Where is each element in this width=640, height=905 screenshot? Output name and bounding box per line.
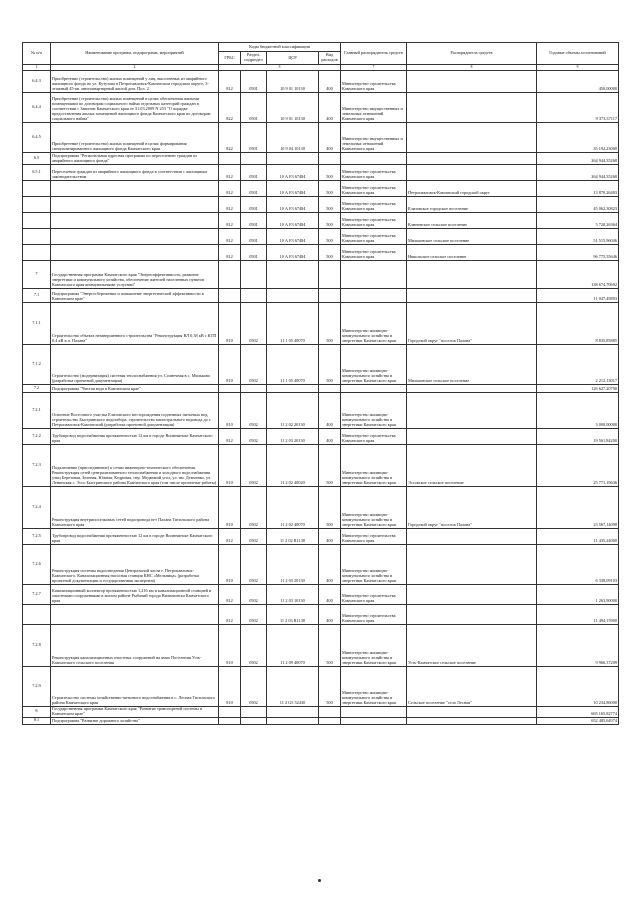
row-csr: 11 2 03 R1130 — [267, 605, 319, 625]
row-vr — [319, 717, 341, 724]
row-amount: 96 775,55646 — [537, 245, 619, 261]
row-distributor — [341, 385, 407, 393]
row-name: Реконструкция канализационных очистных сооружений на ямах Поселения Усть-Камчатского сельского поселения — [51, 625, 219, 667]
row-name: Государственная программа Камчатского края "Энергоэффективность, развитие энергетики и коммунального хозяйства, обеспечение жителей населенных пунктов Камчатского края коммунальными услугами" — [51, 261, 219, 289]
row-recipient — [407, 545, 537, 585]
row-num: 8 — [23, 707, 51, 718]
table-row — [23, 213, 619, 229]
row-vr — [319, 385, 341, 393]
row-razdel: 0502 — [241, 625, 267, 667]
row-amount: 35 192,23000 — [537, 123, 619, 153]
row-num: 7.2.9 — [23, 667, 51, 707]
header-codes-group: Коды бюджетной классификации — [219, 43, 341, 52]
row-csr: 10 9 01 10130 — [267, 71, 319, 93]
row-amount: 11 435,24000 — [537, 529, 619, 545]
row-recipient: Мильковское сельское поселение — [407, 229, 537, 245]
row-name: Канализационный коллектор протяженностью 1,216 км и канализационной станцией и очистными сооружениями в жилом районе Рыбачий города Вилючинска Камчатского края — [51, 585, 219, 605]
row-csr: 11 2 03 20130 — [267, 545, 319, 585]
row-name: Реконструкция системы водоотведения Центральной части г. Петропавловск-Камчатского. Канализационная насосная станция КНС «Мельница» (разработка проектной документации и государственная экспертиза) — [51, 545, 219, 585]
row-grbs: 822 — [219, 123, 241, 153]
table-header — [23, 43, 619, 71]
row-csr: 11 2 G5 52430 — [267, 667, 319, 707]
row-csr: 10 А F3 67484 — [267, 245, 319, 261]
row-csr: 11 2 02 20130 — [267, 393, 319, 429]
row-distributor: Министерство строительства Камчатского края — [341, 585, 407, 605]
row-recipient — [407, 393, 537, 429]
col-number: 8 — [407, 65, 537, 71]
col-number: 7 — [341, 65, 407, 71]
row-grbs: 810 — [219, 445, 241, 487]
row-grbs — [219, 717, 241, 724]
col-number: 3 — [219, 65, 341, 71]
row-amount: 10 234,86000 — [537, 667, 619, 707]
row-grbs: 812 — [219, 213, 241, 229]
row-vr: 500 — [319, 245, 341, 261]
row-vr: 400 — [319, 585, 341, 605]
table-body — [23, 71, 619, 725]
row-razdel — [241, 385, 267, 393]
row-amount: 51 515,96046 — [537, 229, 619, 245]
row-recipient — [407, 153, 537, 165]
row-num — [23, 181, 51, 197]
table-row — [23, 667, 619, 707]
row-amount: 8 835,85885 — [537, 303, 619, 345]
table-row — [23, 445, 619, 487]
row-num: 6.5 — [23, 153, 51, 165]
table-row — [23, 229, 619, 245]
table-row — [23, 93, 619, 123]
table-row — [23, 197, 619, 213]
header-name: Наименование программ, подпрограмм, мероприятий — [51, 43, 219, 65]
row-distributor: Министерство имущественных и земельных отношений Камчатского края — [341, 123, 407, 153]
row-recipient: Никольское сельское поселение — [407, 245, 537, 261]
budget-table-sheet — [22, 42, 618, 725]
row-csr: 10 А F3 67484 — [267, 213, 319, 229]
row-distributor: Министерство строительства Камчатского края — [341, 197, 407, 213]
row-name: Строительство (модернизация) системы теплоснабжения ул. Солнечная в с. Мильково (разработка проектной документации) — [51, 345, 219, 385]
row-amount: 665 165,82774 — [537, 707, 619, 718]
row-distributor: Министерство строительства Камчатского края — [341, 213, 407, 229]
row-vr: 400 — [319, 393, 341, 429]
row-razdel: 0501 — [241, 245, 267, 261]
row-vr: 500 — [319, 487, 341, 529]
row-num: 7.2.5 — [23, 529, 51, 545]
row-vr: 500 — [319, 625, 341, 667]
header-amount: Годовые объемы ассигнований — [537, 43, 619, 65]
row-vr: 500 — [319, 229, 341, 245]
header-num: № п/п — [23, 43, 51, 65]
row-amount: 1 263,90000 — [537, 585, 619, 605]
row-recipient — [407, 261, 537, 289]
row-grbs — [219, 385, 241, 393]
row-num: 7.1.1 — [23, 303, 51, 345]
row-csr: 11 2 09 40070 — [267, 625, 319, 667]
row-name — [51, 181, 219, 197]
row-razdel: 0502 — [241, 345, 267, 385]
row-vr: 400 — [319, 93, 341, 123]
row-csr: 10 А F3 67484 — [267, 181, 319, 197]
row-csr: 10 А F3 67484 — [267, 229, 319, 245]
row-recipient: Петропавловск-Камчатский городской округ — [407, 181, 537, 197]
row-grbs: 810 — [219, 487, 241, 529]
col-number: 9 — [537, 65, 619, 71]
row-recipient — [407, 585, 537, 605]
row-csr: 11 2 03 20130 — [267, 429, 319, 445]
row-num: 7.2.7 — [23, 585, 51, 605]
row-name — [51, 213, 219, 229]
row-razdel: 0501 — [241, 165, 267, 181]
row-num: 7.2.4 — [23, 487, 51, 529]
row-name: Приобретение (строительство) жилых помещений в целях формирования специализированного жилищного фонда Камчатского края — [51, 123, 219, 153]
row-amount: 11 494,15900 — [537, 605, 619, 625]
row-grbs: 812 — [219, 181, 241, 197]
row-distributor: Министерство жилищно-коммунального хозяйства и энергетики Камчатского края — [341, 625, 407, 667]
table-row — [23, 487, 619, 529]
row-recipient — [407, 165, 537, 181]
row-amount: 23 567,14098 — [537, 487, 619, 529]
row-distributor: Министерство жилищно-коммунального хозяйства и энергетики Камчатского края — [341, 345, 407, 385]
row-num: 7.2 — [23, 385, 51, 393]
row-csr: 11 2 02 40020 — [267, 445, 319, 487]
row-amount: 5 720,26364 — [537, 213, 619, 229]
row-amount: 264 944,35268 — [537, 153, 619, 165]
row-amount: 9 966,37209 — [537, 625, 619, 667]
row-amount: 25 771,19636 — [537, 445, 619, 487]
row-csr — [267, 385, 319, 393]
row-grbs: 812 — [219, 529, 241, 545]
row-recipient: Эссовское сельское поселение — [407, 445, 537, 487]
row-distributor — [341, 707, 407, 718]
row-distributor: Министерство строительства Камчатского края — [341, 181, 407, 197]
row-razdel — [241, 153, 267, 165]
row-distributor — [341, 261, 407, 289]
row-amount: 19 561,84200 — [537, 429, 619, 445]
row-csr: 10 9 01 10130 — [267, 93, 319, 123]
row-distributor: Министерство строительства Камчатского края — [341, 429, 407, 445]
row-razdel: 0501 — [241, 93, 267, 123]
row-num: 7.2.3 — [23, 445, 51, 487]
row-grbs — [219, 707, 241, 718]
row-name: Подпрограмма "Энергосбережение и повышение энергетической эффективности в Камчатском крае" — [51, 289, 219, 303]
row-grbs: 810 — [219, 545, 241, 585]
row-distributor: Министерство жилищно-коммунального хозяйства и энергетики Камчатского края — [341, 393, 407, 429]
row-grbs: 812 — [219, 71, 241, 93]
table-row — [23, 261, 619, 289]
row-vr: 400 — [319, 605, 341, 625]
row-razdel — [241, 707, 267, 718]
table-row — [23, 707, 619, 718]
row-distributor: Министерство строительства Камчатского края — [341, 245, 407, 261]
row-grbs: 812 — [219, 585, 241, 605]
row-num: 7.2.2 — [23, 429, 51, 445]
row-razdel — [241, 717, 267, 724]
table-row — [23, 585, 619, 605]
row-num: 6.4.4 — [23, 93, 51, 123]
row-grbs: 812 — [219, 245, 241, 261]
row-vr: 400 — [319, 529, 341, 545]
row-amount: 45 062,30823 — [537, 197, 619, 213]
row-grbs: 822 — [219, 93, 241, 123]
row-razdel: 0502 — [241, 605, 267, 625]
row-num — [23, 213, 51, 229]
row-grbs: 812 — [219, 165, 241, 181]
row-vr: 500 — [319, 303, 341, 345]
row-amount: 138 674,70692 — [537, 261, 619, 289]
row-name: Трубопровод водоснабжения протяженностью 12 км в городе Вилючинске Камчатского края — [51, 429, 219, 445]
row-grbs: 812 — [219, 605, 241, 625]
row-razdel: 0502 — [241, 667, 267, 707]
budget-table — [22, 42, 619, 725]
row-razdel: 0501 — [241, 71, 267, 93]
header-grbs: ГРБС — [219, 52, 241, 65]
row-vr: 500 — [319, 667, 341, 707]
row-vr: 500 — [319, 445, 341, 487]
row-razdel: 0502 — [241, 303, 267, 345]
row-razdel — [241, 261, 267, 289]
row-distributor: Министерство строительства Камчатского края — [341, 529, 407, 545]
row-csr — [267, 153, 319, 165]
row-num: 7 — [23, 261, 51, 289]
row-distributor: Министерство строительства Камчатского края — [341, 165, 407, 181]
header-razdel: Раздел, подраздел — [241, 52, 267, 65]
row-distributor — [341, 153, 407, 165]
row-distributor: Министерство строительства Камчатского края — [341, 229, 407, 245]
row-vr — [319, 153, 341, 165]
row-csr — [267, 717, 319, 724]
row-distributor: Министерство жилищно-коммунального хозяйства и энергетики Камчатского края — [341, 445, 407, 487]
row-name: Переселение граждан из аварийного жилищного фонда в соответствии с жилищным законодательством — [51, 165, 219, 181]
row-name: Государственная программа Камчатского края "Развитие транспортной системы в Камчатском крае" — [51, 707, 219, 718]
row-name: Приобретение (строительство) жилых помещений в целях обеспечения жилыми помещениями по договорам социального найма отдельных категорий граждан в соответствии с Законом Камчатского края от 31.03.2009 N 253 "О порядке предоставления жилых помещений жилищного фонда Камчатского края по договорам социального найма" — [51, 93, 219, 123]
row-grbs: 812 — [219, 197, 241, 213]
row-distributor: Министерство жилищно-коммунального хозяйства и энергетики Камчатского края — [341, 303, 407, 345]
row-recipient — [407, 385, 537, 393]
row-distributor: Министерство строительства Камчатского края — [341, 605, 407, 625]
table-row — [23, 393, 619, 429]
row-csr — [267, 289, 319, 303]
row-razdel: 0502 — [241, 393, 267, 429]
row-num: 7.2.8 — [23, 625, 51, 667]
row-name — [51, 197, 219, 213]
table-row — [23, 71, 619, 93]
row-num: 7.1.2 — [23, 345, 51, 385]
header-vr: Вид расходов — [319, 52, 341, 65]
row-recipient: Сельское поселение "село Лесная" — [407, 667, 537, 707]
row-num: 8.1 — [23, 717, 51, 724]
row-recipient: Городской округ "поселок Палана" — [407, 303, 537, 345]
row-csr: 11 2 02 40070 — [267, 487, 319, 529]
row-csr — [267, 707, 319, 718]
row-grbs — [219, 261, 241, 289]
row-num: 7.2.1 — [23, 393, 51, 429]
row-vr: 500 — [319, 213, 341, 229]
row-grbs — [219, 289, 241, 303]
row-grbs — [219, 153, 241, 165]
row-razdel: 0501 — [241, 213, 267, 229]
row-vr: 500 — [319, 345, 341, 385]
table-row — [23, 717, 619, 724]
row-recipient: Мильковское сельское поселение — [407, 345, 537, 385]
table-row — [23, 165, 619, 181]
row-distributor: Министерство имущественных и земельных отношений Камчатского края — [341, 93, 407, 123]
row-csr: 10 А F3 67484 — [267, 165, 319, 181]
row-grbs: 810 — [219, 667, 241, 707]
row-recipient: Ключевское сельское поселение — [407, 213, 537, 229]
table-row — [23, 625, 619, 667]
row-name — [51, 245, 219, 261]
row-vr: 400 — [319, 545, 341, 585]
row-csr: 11 1 05 40070 — [267, 303, 319, 345]
row-recipient — [407, 123, 537, 153]
row-amount: 264 944,35268 — [537, 165, 619, 181]
row-razdel: 0502 — [241, 445, 267, 487]
row-name — [51, 229, 219, 245]
table-row — [23, 529, 619, 545]
row-vr: 500 — [319, 197, 341, 213]
row-razdel: 0502 — [241, 487, 267, 529]
row-recipient — [407, 605, 537, 625]
row-amount: 652 485,64974 — [537, 717, 619, 724]
row-num — [23, 605, 51, 625]
row-razdel: 0501 — [241, 229, 267, 245]
row-amount: 11 047,49893 — [537, 289, 619, 303]
row-vr: 500 — [319, 165, 341, 181]
row-grbs: 810 — [219, 345, 241, 385]
header-distributor: Главный распорядитель средств — [341, 43, 407, 65]
row-num — [23, 245, 51, 261]
row-csr: 11 2 03 10130 — [267, 585, 319, 605]
row-grbs: 812 — [219, 229, 241, 245]
row-recipient — [407, 71, 537, 93]
row-grbs: 810 — [219, 393, 241, 429]
row-amount: 2 212,13017 — [537, 345, 619, 385]
row-razdel: 0501 — [241, 197, 267, 213]
table-row — [23, 545, 619, 585]
row-recipient — [407, 93, 537, 123]
row-csr: 10 9 04 10130 — [267, 123, 319, 153]
row-distributor: Министерство строительства Камчатского края — [341, 71, 407, 93]
row-distributor: Министерство жилищно-коммунального хозяйства и энергетики Камчатского края — [341, 545, 407, 585]
row-vr: 400 — [319, 123, 341, 153]
col-number: 2 — [51, 65, 219, 71]
header-recipient: Распорядитель средств — [407, 43, 537, 65]
row-grbs: 810 — [219, 303, 241, 345]
row-razdel: 0501 — [241, 123, 267, 153]
row-vr: 400 — [319, 71, 341, 93]
row-name: Подпрограмма "Чистая вода в Камчатском крае" — [51, 385, 219, 393]
row-csr: 11 2 02 R1130 — [267, 529, 319, 545]
row-amount: 6 338,09103 — [537, 545, 619, 585]
table-row — [23, 123, 619, 153]
row-name: Реконструкция внутрипоселковых сетей водопровода пгт Палана Тигильского района Камчатского края — [51, 487, 219, 529]
row-num: 6.4.3 — [23, 71, 51, 93]
row-amount: 13 870,26483 — [537, 181, 619, 197]
row-vr — [319, 261, 341, 289]
table-row — [23, 303, 619, 345]
row-name: Строительство объекта незавершенного строительства "Реконструкция ВЛ 0,38 кВ с КТП 0,4 кВ в п. Палана" — [51, 303, 219, 345]
row-vr — [319, 707, 341, 718]
row-name: Подключение (присоединение) к сетям инженерно-технического обеспечения. Реконструкция сетей централизованного теплоснабжения и холодного водоснабжения улиц Березовая, Зеленая, Южная, Кедровая, пер. Медвежий угол, ул. им. Демченко, ул. Ленинская с. Эссо Быстринского района Камчатского края (том числе проектные работы) — [51, 445, 219, 487]
row-name: Освоение Восточного участка Елизовского месторождения подземных питьевых вод, строительство Быстринского водозабора, строительство магистрального водовода до г. Петропавловск-Камчатский (разработка проектной документации) — [51, 393, 219, 429]
row-recipient — [407, 717, 537, 724]
table-row — [23, 385, 619, 393]
row-name — [51, 605, 219, 625]
row-recipient: Усть-Камчатское сельское поселение — [407, 625, 537, 667]
row-distributor: Министерство жилищно-коммунального хозяйства и энергетики Камчатского края — [341, 487, 407, 529]
row-name: Строительство системы хозяйственно-питьевого водоснабжения в с. Лесная Тигильского района Камчатского края — [51, 667, 219, 707]
col-number: 1 — [23, 65, 51, 71]
row-amount: 126 627,20790 — [537, 385, 619, 393]
table-row — [23, 345, 619, 385]
row-razdel — [241, 289, 267, 303]
row-distributor — [341, 717, 407, 724]
row-name: Подпрограмма "Региональная адресная программа по переселению граждан из аварийного жилищного фонда" — [51, 153, 219, 165]
row-vr: 500 — [319, 181, 341, 197]
row-distributor: Министерство жилищно-коммунального хозяйства и энергетики Камчатского края — [341, 667, 407, 707]
row-razdel: 0502 — [241, 529, 267, 545]
row-vr — [319, 289, 341, 303]
row-grbs: 812 — [219, 429, 241, 445]
row-recipient — [407, 707, 537, 718]
row-num: 7.2.6 — [23, 545, 51, 585]
row-num — [23, 197, 51, 213]
row-amount: 450,00000 — [537, 71, 619, 93]
row-num — [23, 229, 51, 245]
row-amount: 9 373,37117 — [537, 93, 619, 123]
table-row — [23, 429, 619, 445]
row-recipient: Городской округ "поселок Палана" — [407, 487, 537, 529]
row-num: 6.5.1 — [23, 165, 51, 181]
page-marker-dot — [318, 879, 321, 882]
row-amount: 3 000,00000 — [537, 393, 619, 429]
row-num: 6.4.5 — [23, 123, 51, 153]
row-recipient — [407, 289, 537, 303]
row-razdel: 0502 — [241, 585, 267, 605]
row-name: Подпрограмма "Развитие дорожного хозяйства" — [51, 717, 219, 724]
row-razdel: 0501 — [241, 181, 267, 197]
row-name: Трубопровод водоснабжения протяженностью 12 км в городе Вилючинске Камчатского края — [51, 529, 219, 545]
row-grbs: 810 — [219, 625, 241, 667]
table-row — [23, 245, 619, 261]
row-distributor — [341, 289, 407, 303]
table-row — [23, 605, 619, 625]
header-csr: ЦСР — [267, 52, 319, 65]
row-recipient: Елизовское городское поселение — [407, 197, 537, 213]
row-csr: 11 1 05 40070 — [267, 345, 319, 385]
row-razdel: 0502 — [241, 429, 267, 445]
row-num: 7.1 — [23, 289, 51, 303]
row-recipient — [407, 429, 537, 445]
table-row — [23, 289, 619, 303]
row-csr: 10 А F3 67484 — [267, 197, 319, 213]
row-name: Приобретение (строительство) жилых помещений у лиц, выселенных из аварийного жилищного фонда по ул. Кутузова в Петропавловск-Камчатском городском округе, 3-этажный 45-кв. многоквартирный жилой дом. Пол. 2 — [51, 71, 219, 93]
row-vr: 400 — [319, 429, 341, 445]
row-recipient — [407, 529, 537, 545]
row-csr — [267, 261, 319, 289]
table-row — [23, 181, 619, 197]
row-razdel: 0502 — [241, 545, 267, 585]
table-row — [23, 153, 619, 165]
